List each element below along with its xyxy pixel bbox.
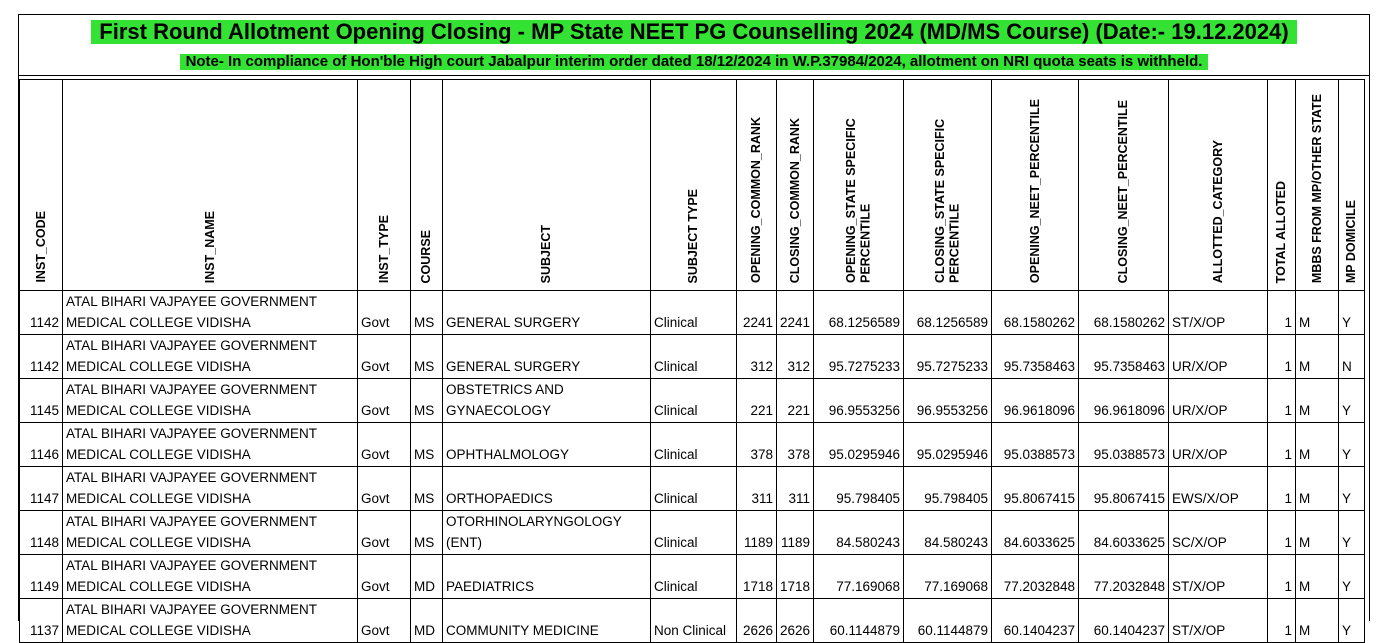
cell-category: ST/X/OP: [1169, 599, 1268, 643]
cell-mbbs: M: [1296, 511, 1339, 555]
cell-inst-type: Govt: [358, 555, 411, 599]
cell-inst-name: [63, 291, 358, 335]
subject-line-2: GYNAECOLOGY: [446, 403, 552, 418]
subject-line-2: (ENT): [446, 535, 482, 550]
col-inst-name: INST_NAME: [63, 80, 358, 291]
cell-inst-name: [63, 423, 358, 467]
cell-category: UR/X/OP: [1169, 379, 1268, 423]
cell-inst-type: Govt: [358, 379, 411, 423]
cell-domicile: Y: [1339, 379, 1365, 423]
cell-opening-state-pct: 60.1144879: [814, 599, 904, 643]
cell-mbbs: M: [1296, 555, 1339, 599]
col-closing-state-percentile: CLOSING_STATE SPECIFIC PERCENTILE: [904, 80, 992, 291]
inst-name-line-2: MEDICAL COLLEGE VIDISHA: [66, 359, 251, 374]
cell-closing-neet-pct: 95.8067415: [1079, 467, 1169, 511]
cell-subject: [443, 423, 651, 467]
col-inst-code: INST_CODE: [20, 80, 63, 291]
cell-closing-neet-pct: 60.1404237: [1079, 599, 1169, 643]
cell-course: MS: [411, 379, 443, 423]
cell-closing-rank: 1718: [777, 555, 814, 599]
inst-name-line-1: ATAL BIHARI VAJPAYEE GOVERNMENT: [66, 338, 318, 353]
subject-line-1: OBSTETRICS AND: [446, 382, 564, 397]
note-row: [19, 49, 1369, 76]
cell-opening-neet-pct: 95.7358463: [992, 335, 1079, 379]
cell-closing-rank: 2626: [777, 599, 814, 643]
cell-closing-state-pct: 96.9553256: [904, 379, 992, 423]
cell-inst-code: 1147: [20, 467, 63, 511]
cell-opening-neet-pct: 95.0388573: [992, 423, 1079, 467]
cell-inst-name: [63, 467, 358, 511]
cell-closing-state-pct: 60.1144879: [904, 599, 992, 643]
cell-inst-type: Govt: [358, 511, 411, 555]
col-course: COURSE: [411, 80, 443, 291]
cell-category: ST/X/OP: [1169, 555, 1268, 599]
table-row: [20, 423, 1365, 467]
cell-opening-rank: 378: [737, 423, 777, 467]
inst-name-line-2: MEDICAL COLLEGE VIDISHA: [66, 623, 251, 638]
cell-subject-type: Clinical: [651, 423, 737, 467]
cell-course: MD: [411, 555, 443, 599]
col-closing-common-rank: CLOSING_COMMON_RANK: [777, 80, 814, 291]
cell-mbbs: M: [1296, 423, 1339, 467]
cell-opening-rank: 311: [737, 467, 777, 511]
inst-name-line-2: MEDICAL COLLEGE VIDISHA: [66, 491, 251, 506]
cell-domicile: Y: [1339, 291, 1365, 335]
cell-closing-state-pct: 95.7275233: [904, 335, 992, 379]
cell-total: 1: [1268, 555, 1296, 599]
cell-opening-state-pct: 77.169068: [814, 555, 904, 599]
cell-inst-type: Govt: [358, 335, 411, 379]
cell-opening-rank: 221: [737, 379, 777, 423]
table-row: [20, 335, 1365, 379]
table-row: [20, 291, 1365, 335]
cell-opening-state-pct: 68.1256589: [814, 291, 904, 335]
cell-domicile: Y: [1339, 555, 1365, 599]
cell-closing-rank: 1189: [777, 511, 814, 555]
cell-inst-code: 1149: [20, 555, 63, 599]
cell-total: 1: [1268, 511, 1296, 555]
inst-name-line-1: ATAL BIHARI VAJPAYEE GOVERNMENT: [66, 382, 318, 397]
cell-mbbs: M: [1296, 291, 1339, 335]
cell-domicile: Y: [1339, 423, 1365, 467]
cell-closing-state-pct: 68.1256589: [904, 291, 992, 335]
table-row: [20, 555, 1365, 599]
cell-inst-name: [63, 379, 358, 423]
cell-subject-type: Clinical: [651, 467, 737, 511]
cell-subject-type: Clinical: [651, 555, 737, 599]
cell-closing-state-pct: 95.0295946: [904, 423, 992, 467]
cell-subject: [443, 335, 651, 379]
cell-closing-neet-pct: 95.7358463: [1079, 335, 1169, 379]
cell-inst-name: [63, 335, 358, 379]
cell-inst-code: 1142: [20, 291, 63, 335]
allotment-sheet: [18, 14, 1370, 638]
col-total-alloted: TOTAL ALLOTED: [1268, 80, 1296, 291]
subject-line-2: ORTHOPAEDICS: [446, 491, 553, 506]
cell-opening-neet-pct: 77.2032848: [992, 555, 1079, 599]
inst-name-line-1: ATAL BIHARI VAJPAYEE GOVERNMENT: [66, 602, 318, 617]
cell-total: 1: [1268, 291, 1296, 335]
cell-closing-rank: 311: [777, 467, 814, 511]
cell-opening-rank: 1718: [737, 555, 777, 599]
cell-subject-type: Clinical: [651, 511, 737, 555]
subject-line-2: OPHTHALMOLOGY: [446, 447, 570, 462]
cell-inst-code: 1137: [20, 599, 63, 643]
cell-total: 1: [1268, 379, 1296, 423]
cell-opening-rank: 312: [737, 335, 777, 379]
col-allotted-category: ALLOTTED_CATEGORY: [1169, 80, 1268, 291]
inst-name-line-1: ATAL BIHARI VAJPAYEE GOVERNMENT: [66, 514, 318, 529]
col-mp-domicile: MP DOMICILE: [1339, 80, 1365, 291]
cell-opening-neet-pct: 68.1580262: [992, 291, 1079, 335]
cell-course: MS: [411, 335, 443, 379]
cell-opening-state-pct: 96.9553256: [814, 379, 904, 423]
header-row: [20, 80, 1365, 291]
col-opening-state-percentile: OPENING_STATE SPECIFIC PERCENTILE: [814, 80, 904, 291]
inst-name-line-1: ATAL BIHARI VAJPAYEE GOVERNMENT: [66, 294, 318, 309]
inst-name-line-1: ATAL BIHARI VAJPAYEE GOVERNMENT: [66, 426, 318, 441]
cell-domicile: Y: [1339, 599, 1365, 643]
cell-inst-code: 1142: [20, 335, 63, 379]
cell-opening-state-pct: 84.580243: [814, 511, 904, 555]
inst-name-line-2: MEDICAL COLLEGE VIDISHA: [66, 447, 251, 462]
col-closing-neet-percentile: CLOSING_NEET_PERCENTILE: [1079, 80, 1169, 291]
col-inst-type: INST_TYPE: [358, 80, 411, 291]
cell-subject: [443, 291, 651, 335]
cell-inst-name: [63, 555, 358, 599]
cell-category: EWS/X/OP: [1169, 467, 1268, 511]
cell-subject: [443, 511, 651, 555]
cell-inst-code: 1145: [20, 379, 63, 423]
inst-name-line-1: ATAL BIHARI VAJPAYEE GOVERNMENT: [66, 558, 318, 573]
subject-line-2: GENERAL SURGERY: [446, 359, 581, 374]
cell-course: MS: [411, 467, 443, 511]
table-row: [20, 467, 1365, 511]
cell-opening-neet-pct: 84.6033625: [992, 511, 1079, 555]
inst-name-line-2: MEDICAL COLLEGE VIDISHA: [66, 535, 251, 550]
cell-subject-type: Clinical: [651, 379, 737, 423]
inst-name-line-2: MEDICAL COLLEGE VIDISHA: [66, 315, 251, 330]
title-row: [19, 15, 1369, 49]
cell-closing-neet-pct: 95.0388573: [1079, 423, 1169, 467]
cell-closing-neet-pct: 96.9618096: [1079, 379, 1169, 423]
cell-category: ST/X/OP: [1169, 291, 1268, 335]
allotment-table: [19, 79, 1365, 643]
col-opening-neet-percentile: OPENING_NEET_PERCENTILE: [992, 80, 1079, 291]
cell-closing-state-pct: 95.798405: [904, 467, 992, 511]
cell-closing-neet-pct: 84.6033625: [1079, 511, 1169, 555]
cell-inst-name: [63, 511, 358, 555]
cell-total: 1: [1268, 467, 1296, 511]
cell-category: UR/X/OP: [1169, 335, 1268, 379]
cell-mbbs: M: [1296, 379, 1339, 423]
subject-line-2: GENERAL SURGERY: [446, 315, 581, 330]
cell-category: UR/X/OP: [1169, 423, 1268, 467]
cell-course: MS: [411, 291, 443, 335]
col-subject: SUBJECT: [443, 80, 651, 291]
cell-course: MD: [411, 599, 443, 643]
cell-closing-state-pct: 84.580243: [904, 511, 992, 555]
cell-domicile: Y: [1339, 467, 1365, 511]
cell-inst-type: Govt: [358, 599, 411, 643]
cell-subject-type: Clinical: [651, 291, 737, 335]
cell-total: 1: [1268, 335, 1296, 379]
table-row: [20, 511, 1365, 555]
cell-closing-rank: 221: [777, 379, 814, 423]
cell-opening-neet-pct: 96.9618096: [992, 379, 1079, 423]
page-title: First Round Allotment Opening Closing - MP State NEET PG Counselling 2024 (MD/MS Course) (Date:- 19.12.2024): [91, 20, 1296, 44]
cell-subject: [443, 379, 651, 423]
cell-inst-code: 1148: [20, 511, 63, 555]
col-opening-common-rank: OPENING_COMMON_RANK: [737, 80, 777, 291]
cell-course: MS: [411, 511, 443, 555]
cell-closing-state-pct: 77.169068: [904, 555, 992, 599]
cell-opening-state-pct: 95.798405: [814, 467, 904, 511]
cell-opening-neet-pct: 95.8067415: [992, 467, 1079, 511]
cell-opening-rank: 2241: [737, 291, 777, 335]
cell-closing-rank: 312: [777, 335, 814, 379]
cell-opening-state-pct: 95.7275233: [814, 335, 904, 379]
cell-domicile: N: [1339, 335, 1365, 379]
table-row: [20, 379, 1365, 423]
cell-closing-rank: 378: [777, 423, 814, 467]
cell-subject: [443, 555, 651, 599]
cell-course: MS: [411, 423, 443, 467]
cell-opening-rank: 2626: [737, 599, 777, 643]
cell-closing-rank: 2241: [777, 291, 814, 335]
inst-name-line-1: ATAL BIHARI VAJPAYEE GOVERNMENT: [66, 470, 318, 485]
cell-inst-code: 1146: [20, 423, 63, 467]
cell-opening-neet-pct: 60.1404237: [992, 599, 1079, 643]
cell-mbbs: M: [1296, 335, 1339, 379]
cell-opening-state-pct: 95.0295946: [814, 423, 904, 467]
col-subject-type: SUBJECT TYPE: [651, 80, 737, 291]
cell-closing-neet-pct: 77.2032848: [1079, 555, 1169, 599]
cell-inst-type: Govt: [358, 291, 411, 335]
note-text: Note- In compliance of Hon'ble High court Jabalpur interim order dated 18/12/2024 in W.P.37984/2024, allotment on NRI quota seats is withheld.: [180, 54, 1209, 71]
cell-subject-type: Clinical: [651, 335, 737, 379]
subject-line-1: OTORHINOLARYNGOLOGY: [446, 514, 622, 529]
cell-total: 1: [1268, 423, 1296, 467]
cell-inst-type: Govt: [358, 423, 411, 467]
subject-line-2: PAEDIATRICS: [446, 579, 535, 594]
cell-category: SC/X/OP: [1169, 511, 1268, 555]
cell-mbbs: M: [1296, 467, 1339, 511]
cell-closing-neet-pct: 68.1580262: [1079, 291, 1169, 335]
col-mbbs-from: MBBS FROM MP/OTHER STATE: [1296, 80, 1339, 291]
cell-subject-type: Non Clinical: [651, 599, 737, 643]
subject-line-2: COMMUNITY MEDICINE: [446, 623, 599, 638]
cell-inst-type: Govt: [358, 467, 411, 511]
cell-total: 1: [1268, 599, 1296, 643]
cell-opening-rank: 1189: [737, 511, 777, 555]
cell-subject: [443, 467, 651, 511]
cell-domicile: Y: [1339, 511, 1365, 555]
inst-name-line-2: MEDICAL COLLEGE VIDISHA: [66, 403, 251, 418]
inst-name-line-2: MEDICAL COLLEGE VIDISHA: [66, 579, 251, 594]
cell-mbbs: M: [1296, 599, 1339, 643]
